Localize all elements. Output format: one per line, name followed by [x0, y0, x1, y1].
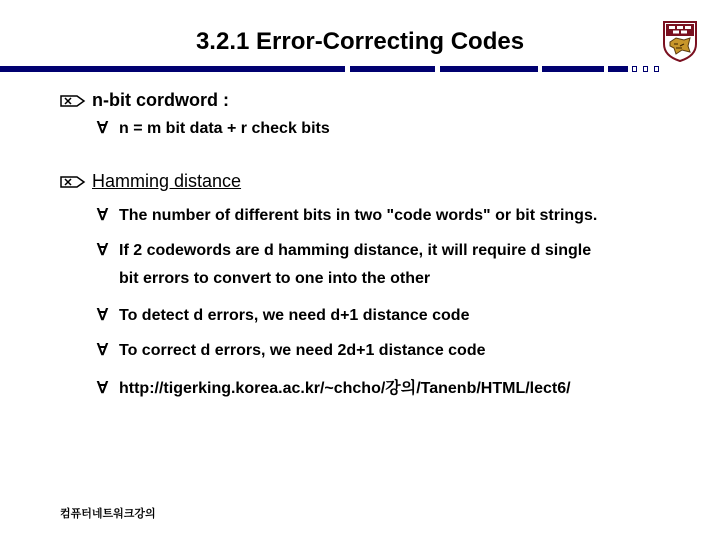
sub-bullet-link — [97, 375, 571, 398]
pointing-hand-icon — [60, 174, 86, 190]
pointing-hand-icon — [60, 93, 86, 109]
url-text[interactable]: http://tigerking.korea.ac.kr/~chcho/강의/Tanenb/HTML/lect6/ — [119, 380, 571, 397]
sub-bullet-continuation: bit errors to convert to one into the other — [119, 270, 431, 287]
sub-bullet — [97, 205, 597, 225]
checkmark-icon: ∀ — [97, 342, 108, 359]
checkmark-icon: ∀ — [97, 120, 108, 137]
checkmark-icon: ∀ — [97, 307, 108, 324]
university-crest-icon — [662, 20, 698, 62]
sub-bullet-text: n = m bit data + r check bits — [119, 120, 330, 137]
checkmark-icon: ∀ — [97, 380, 108, 397]
bullet-ncordword — [60, 90, 229, 111]
sub-bullet-text: To correct d errors, we need 2d+1 distance code — [119, 342, 486, 359]
sub-bullet — [97, 240, 591, 260]
checkmark-icon: ∀ — [97, 242, 108, 259]
sub-bullet — [97, 340, 486, 360]
page-title: 3.2.1 Error-Correcting Codes — [195, 28, 525, 55]
sub-bullet — [97, 305, 469, 325]
bullet-label: Hamming distance — [92, 171, 242, 191]
title-divider — [0, 66, 660, 72]
bullet-label: n-bit cordword : — [92, 90, 229, 110]
sub-bullet — [97, 118, 330, 138]
checkmark-icon: ∀ — [97, 207, 108, 224]
sub-bullet-text: The number of different bits in two "code words" or bit strings. — [119, 207, 598, 224]
sub-bullet-text: To detect d errors, we need d+1 distance code — [119, 307, 470, 324]
bullet-hamming — [60, 171, 241, 192]
sub-bullet-text: If 2 codewords are d hamming distance, it will require d single — [119, 242, 592, 259]
footer-text: 컴퓨터네트워크강의 — [60, 508, 156, 520]
